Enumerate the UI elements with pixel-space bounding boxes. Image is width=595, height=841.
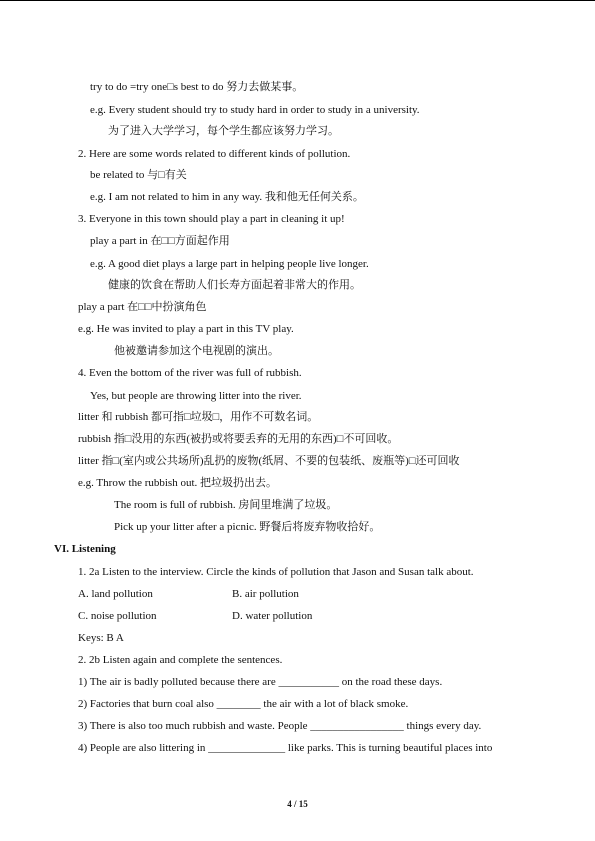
option-b: B. air pollution xyxy=(232,588,299,600)
text-line: 他被邀请参加这个电视剧的演出。 xyxy=(114,345,279,357)
page-number: 4 / 15 xyxy=(287,799,308,809)
text-line: e.g. I am not related to him in any way. 我和他无任何关系。 xyxy=(90,191,364,203)
text-line: e.g. Throw the rubbish out. 把垃圾扔出去。 xyxy=(78,477,278,489)
text-line: 4. Even the bottom of the river was full of rubbish. xyxy=(78,367,302,379)
text-line: 健康的饮食在帮助人们长寿方面起着非常大的作用。 xyxy=(108,279,361,291)
text-line: 2. Here are some words related to different kinds of pollution. xyxy=(78,148,351,160)
fill-in-sentence: 1) The air is badly polluted because there are ___________ on the road these days. xyxy=(78,676,443,688)
text-line: litter 指□(室内或公共场所)乱扔的废物(纸屑、不要的包装纸、废瓶等)□还可回收 xyxy=(78,455,460,467)
question-text: 1. 2a Listen to the interview. Circle the kinds of pollution that Jason and Susan talk about. xyxy=(78,566,474,578)
fill-in-sentence: 3) There is also too much rubbish and waste. People _________________ things every day. xyxy=(78,720,482,732)
text-line: try to do =try one□s best to do 努力去做某事。 xyxy=(90,81,304,93)
section-heading: VI. Listening xyxy=(54,543,116,555)
text-line: play a part 在□□中扮演角色 xyxy=(78,301,207,313)
text-line: rubbish 指□没用的东西(被扔或将要丢弃的无用的东西)□不可回收。 xyxy=(78,433,399,445)
text-line: e.g. A good diet plays a large part in helping people live longer. xyxy=(90,258,369,270)
text-line: e.g. He was invited to play a part in this TV play. xyxy=(78,323,294,335)
text-line: Yes, but people are throwing litter into the river. xyxy=(90,390,302,402)
option-a: A. land pollution xyxy=(78,588,153,600)
text-line: play a part in 在□□方面起作用 xyxy=(90,235,230,247)
text-line: The room is full of rubbish. 房间里堆满了垃圾。 xyxy=(114,499,338,511)
fill-in-sentence: 2) Factories that burn coal also ________ the air with a lot of black smoke. xyxy=(78,698,409,710)
text-line: e.g. Every student should try to study hard in order to study in a university. xyxy=(90,104,420,116)
question-text: 2. 2b Listen again and complete the sentences. xyxy=(78,654,283,666)
answer-keys: Keys: B A xyxy=(78,632,124,644)
header-rule xyxy=(0,0,595,1)
option-d: D. water pollution xyxy=(232,610,313,622)
option-c: C. noise pollution xyxy=(78,610,157,622)
text-line: 为了进入大学学习，每个学生都应该努力学习。 xyxy=(108,125,339,137)
text-line: litter 和 rubbish 都可指□垃圾□，用作不可数名词。 xyxy=(78,411,319,423)
fill-in-sentence: 4) People are also littering in ______________ like parks. This is turning beautiful places into xyxy=(78,742,493,754)
text-line: Pick up your litter after a picnic. 野餐后将废弃物收拾好。 xyxy=(114,521,381,533)
text-line: 3. Everyone in this town should play a part in cleaning it up! xyxy=(78,213,345,225)
text-line: be related to 与□有关 xyxy=(90,169,187,181)
